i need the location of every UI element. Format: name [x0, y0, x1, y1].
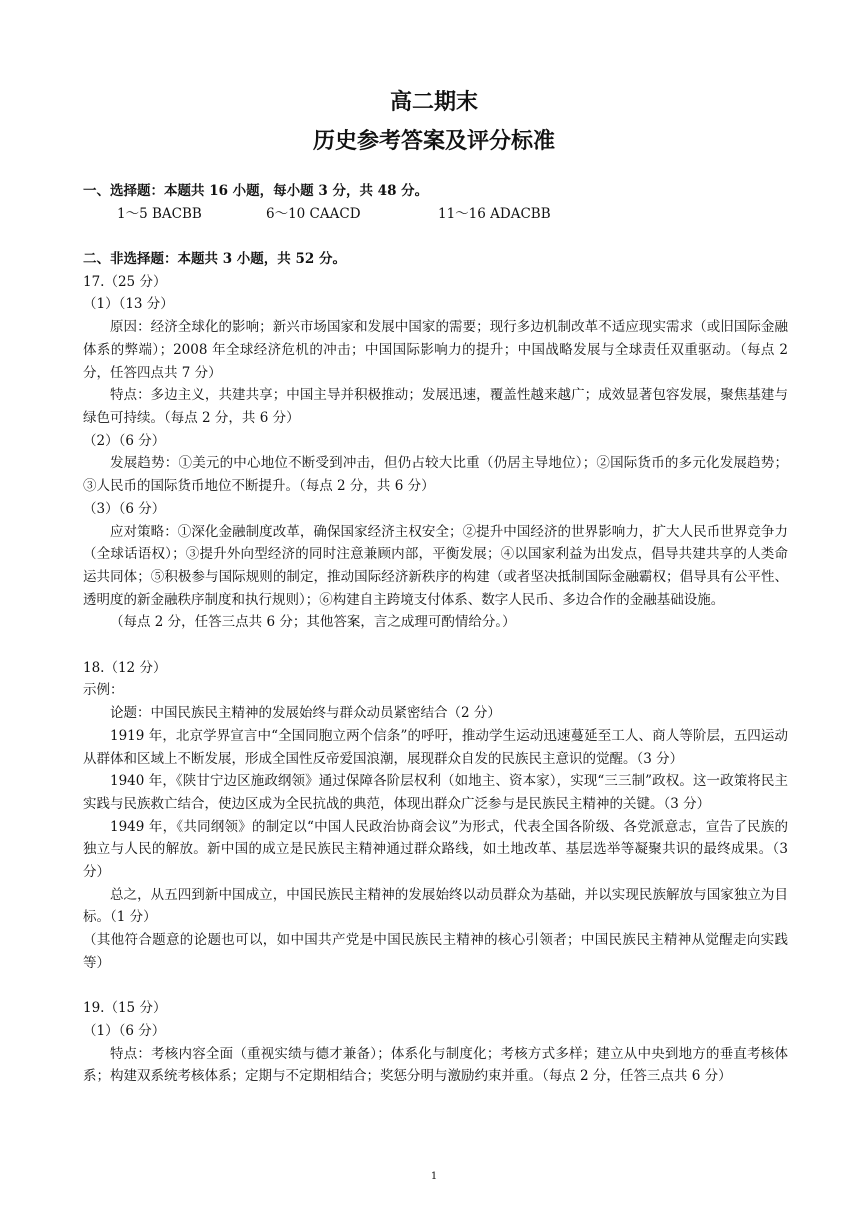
q17-part-3-label: （3）（6 分）	[83, 500, 166, 517]
q18-paragraph-1919: 1919 年，北京学界宣言中“全国同胞立两个信条”的呼吁，推动学生运动迅速蔓延至工人、商人等阶层，五四运动从群体和区域上不断发展，形成全国性反帝爱国浪潮，展现群众自发的民族民主意识的觉醒。（3 分）	[83, 727, 788, 767]
section-2-heading: 二、非选择题：本题共 3 小题，共 52 分。	[83, 251, 346, 268]
q18-example-label: 示例：	[83, 682, 124, 699]
document-title: 高二期末	[389, 89, 478, 115]
question-18-label: 18.（12 分）	[83, 659, 167, 676]
document-body	[83, 180, 788, 1088]
q17-scoring-note: （每点 2 分，任答三点共 6 分；其他答案，言之成理可酌情给分。）	[110, 614, 516, 631]
q18-conclusion: 总之，从五四到新中国成立，中国民族民主精神的发展始终以动员群众为基础，并以实现民族解放与国家独立为目标。（1 分）	[83, 886, 788, 926]
q17-part-2-label: （2）（6 分）	[83, 432, 166, 449]
document-subtitle: 历史参考答案及评分标准	[312, 128, 555, 154]
q17-part-1-label: （1）（13 分）	[83, 296, 174, 313]
question-19-label: 19.（15 分）	[83, 1000, 167, 1017]
q17-feature-answer: 特点：多边主义，共建共享；中国主导并积极推动；发展迅速，覆盖性越来越广；成效显著包容发展，聚焦基建与绿色可持续。（每点 2 分，共 6 分）	[83, 387, 788, 426]
q19-part-1-label: （1）（6 分）	[83, 1022, 166, 1039]
page-number: 1	[430, 1171, 438, 1182]
q17-trend-answer: 发展趋势：①美元的中心地位不断受到冲击，但仍占较大比重（仍居主导地位）；②国际货币的多元化发展趋势；③人民币的国际货币地位不断提升。（每点 2 分，共 6 分）	[83, 455, 788, 495]
answers-11-16: 11～16 ADACBB	[438, 205, 551, 222]
multiple-choice-answers	[83, 203, 788, 226]
q17-strategy-answer: 应对策略：①深化金融制度改革，确保国家经济主权安全；②提升中国经济的世界影响力，扩大人民币世界竞争力（全球话语权）；③提升外向型经济的同时注意兼顾内部，平衡发展；④以国家利益为出发点，倡导共建共享的人类命运共同体；⑤积极参与国际规则的制定，推动国际经济新秩序的构建（或者坚决抵制国际金融霸权；倡导具有公平性、透明度的新金融秩序制度和执行规则）；⑥构建自主跨境支付体系、数字人民币、多边合作的金融基础设施。	[83, 523, 788, 608]
q18-paragraph-1940: 1940 年，《陕甘宁边区施政纲领》通过保障各阶层权利（如地主、资本家），实现“三三制”政权。这一政策将民主实践与民族救亡结合，使边区成为全民抗战的典范，体现出群众广泛参与是民族民主精神的关键。（3 分）	[83, 773, 788, 812]
answers-6-10: 6～10 CAACD	[266, 205, 361, 222]
answers-1-5: 1～5 BACBB	[117, 205, 202, 222]
q18-paragraph-1949: 1949 年，《共同纲领》的制定以“中国人民政治协商会议”为形式，代表全国各阶级、各党派意志，宣告了民族的独立与人民的解放。新中国的成立是民族民主精神通过群众路线，如土地改革、基层选举等凝聚共识的最终成果。（3 分）	[83, 818, 788, 881]
q18-thesis: 论题：中国民族民主精神的发展始终与群众动员紧密结合（2 分）	[110, 705, 501, 722]
q17-reason-answer: 原因：经济全球化的影响；新兴市场国家和发展中国家的需要；现行多边机制改革不适应现实需求（或旧国际金融体系的弊端）；2008 年全球经济危机的冲击；中国国际影响力的提升；中国战略发展与全球责任双重驱动。（每点 2 分，任答四点共 7 分）	[83, 319, 788, 381]
question-17-label: 17.（25 分）	[83, 273, 167, 290]
section-1-heading: 一、选择题：本题共 16 小题，每小题 3 分，共 48 分。	[83, 183, 429, 199]
q18-alternative-note: （其他符合题意的论题也可以，如中国共产党是中国民族民主精神的核心引领者；中国民族民主精神从觉醒走向实践等）	[83, 932, 788, 971]
q19-feature-answer: 特点：考核内容全面（重视实绩与德才兼备）；体系化与制度化；考核方式多样；建立从中央到地方的垂直考核体系；构建双系统考核体系；定期与不定期相结合；奖惩分明与激励约束并重。（每点 2 分，任答三点共 6 分）	[83, 1045, 788, 1085]
